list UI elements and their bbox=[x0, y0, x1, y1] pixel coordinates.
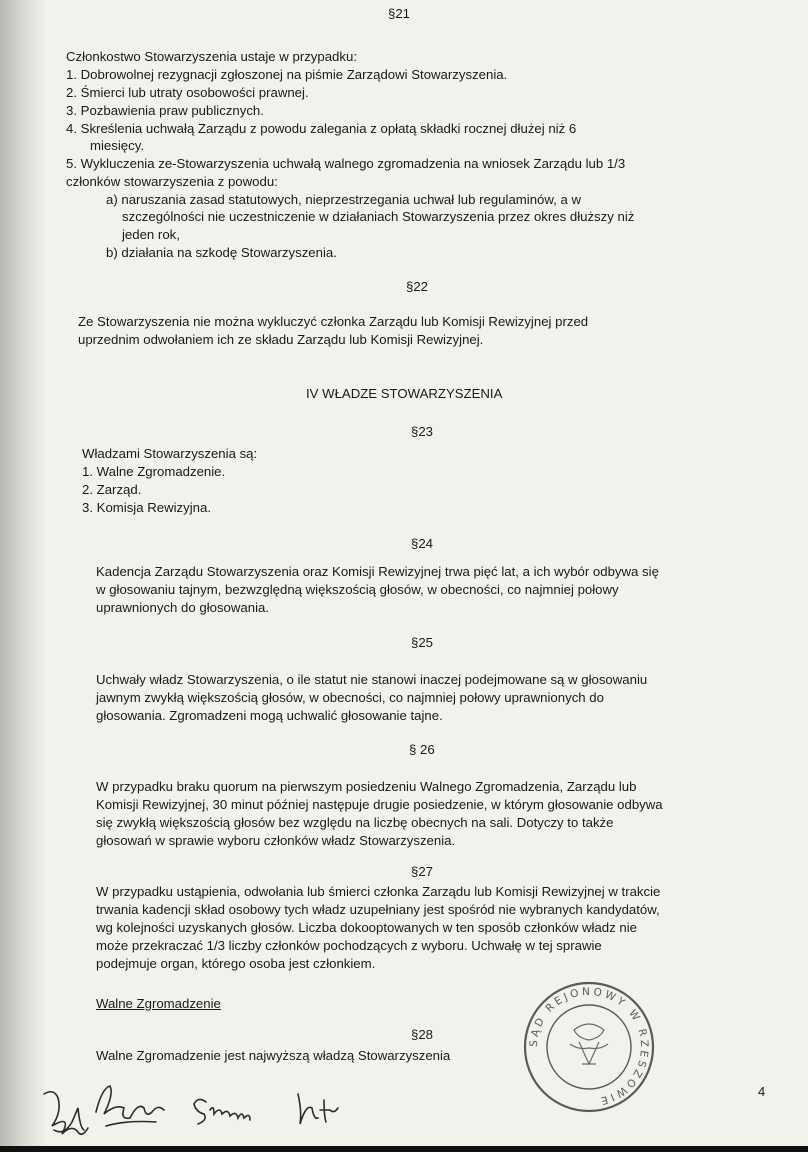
section-28-heading: §28 bbox=[411, 1027, 434, 1042]
list-item: 5. Wykluczenia ze-Stowarzyszenia uchwałą walnego zgromadzenia na wniosek Zarządu lub 1/3 bbox=[66, 156, 626, 171]
paragraph-line: w głosowaniu tajnym, bezwzględną większością głosów, w obecności, co najmniej połowy bbox=[96, 582, 619, 597]
paragraph-line: Komisji Rewizyjnej, 30 minut później następuje drugie posiedzenie, w którym głosowanie odbywa bbox=[96, 797, 663, 812]
section-24-heading: §24 bbox=[411, 536, 434, 551]
sub-item-continuation: szczególności nie uczestniczenie w działaniach Stowarzyszenia przez okres dłuższy niż bbox=[122, 209, 635, 224]
section-22-heading: §22 bbox=[406, 279, 429, 294]
paragraph-line: W przypadku ustąpienia, odwołania lub śmierci członka Zarządu lub Komisji Rewizyjnej w trakcie bbox=[96, 884, 661, 899]
list-item: 1. Dobrowolnej rezygnacji zgłoszonej na piśmie Zarządowi Stowarzyszenia. bbox=[66, 67, 508, 82]
sub-item: a) naruszania zasad statutowych, nieprzestrzegania uchwał lub regulaminów, a w bbox=[106, 192, 582, 207]
paragraph-line: się zwykłą większością głosów bez względu na liczbę obecnych na sali. Dotyczy to także bbox=[96, 815, 614, 830]
list-item: 2. Zarząd. bbox=[82, 482, 142, 497]
paragraph-line: trwania kadencji skład osobowy tych władz uzupełniany jest spośród nie wybranych kandydatów, bbox=[96, 902, 660, 917]
paragraph-line: podejmuje organ, którego osoba jest członkiem. bbox=[96, 956, 376, 971]
paragraph-line: wg kolejności uzyskanych głosów. Liczba dokooptowanych w ten sposób członków władz nie bbox=[96, 920, 637, 935]
paragraph-line: jawnym zwykłą większością głosów, w obecności, co najmniej połowy uprawnionych do bbox=[96, 690, 604, 705]
paragraph-line: Walne Zgromadzenie jest najwyższą władzą Stowarzyszenia bbox=[96, 1048, 451, 1063]
paragraph-line: Kadencja Zarządu Stowarzyszenia oraz Komisji Rewizyjnej trwa pięć lat, a ich wybór odbywa się bbox=[96, 564, 659, 579]
paragraph-line: może przekraczać 1/3 liczby członków pochodzących z wyboru. Uchwałę w tej sprawie bbox=[96, 938, 602, 953]
paragraph-line: W przypadku braku quorum na pierwszym posiedzeniu Walnego Zgromadzenia, Zarządu lub bbox=[96, 779, 637, 794]
list-item-continuation: członków stowarzyszenia z powodu: bbox=[66, 174, 278, 189]
paragraph-line: Ze Stowarzyszenia nie można wykluczyć członka Zarządu lub Komisji Rewizyjnej przed bbox=[78, 314, 589, 329]
chapter-heading: IV WŁADZE STOWARZYSZENIA bbox=[306, 386, 503, 401]
list-item: 3. Pozbawienia praw publicznych. bbox=[66, 103, 264, 118]
section-25-heading: §25 bbox=[411, 635, 434, 650]
paragraph-line: uprzednim odwołaniem ich ze składu Zarządu lub Komisji Rewizyjnej. bbox=[78, 332, 484, 347]
list-item: 3. Komisja Rewizyjna. bbox=[82, 500, 211, 515]
scan-left-shadow bbox=[0, 0, 48, 1152]
list-item: 2. Śmierci lub utraty osobowości prawnej. bbox=[66, 85, 309, 100]
sub-item: b) działania na szkodę Stowarzyszenia. bbox=[106, 245, 337, 260]
subsection-heading: Walne Zgromadzenie bbox=[96, 996, 221, 1011]
sub-item-continuation: jeden rok, bbox=[122, 227, 180, 242]
section-23-intro: Władzami Stowarzyszenia są: bbox=[82, 446, 258, 461]
page-number: 4 bbox=[758, 1084, 766, 1099]
stamp-text: SĄD REJONOWY W RZESZOWIE bbox=[527, 985, 651, 1108]
paragraph-line: uprawnionych do głosowania. bbox=[96, 600, 270, 615]
list-item: 4. Skreślenia uchwałą Zarządu z powodu zalegania z opłatą składki rocznej dłużej niż 6 bbox=[66, 121, 577, 136]
section-21-intro: Członkostwo Stowarzyszenia ustaje w przypadku: bbox=[66, 49, 357, 64]
court-stamp bbox=[522, 980, 656, 1114]
scan-bottom-edge bbox=[0, 1146, 808, 1152]
paragraph-line: Uchwały władz Stowarzyszenia, o ile statut nie stanowi inaczej podejmowane są w głosowaniu bbox=[96, 672, 648, 687]
paragraph-line: głosowań w sprawie wyboru członków władz Stowarzyszenia. bbox=[96, 833, 456, 848]
paragraph-line: głosowania. Zgromadzeni mogą uchwalić głosowanie tajne. bbox=[96, 708, 443, 723]
list-item: 1. Walne Zgromadzenie. bbox=[82, 464, 226, 479]
section-26-heading: § 26 bbox=[409, 742, 435, 757]
section-21-heading: §21 bbox=[388, 6, 411, 21]
section-27-heading: §27 bbox=[411, 864, 434, 879]
section-23-heading: §23 bbox=[411, 424, 434, 439]
list-item-continuation: miesięcy. bbox=[90, 138, 144, 153]
handwritten-signatures bbox=[36, 1082, 366, 1152]
